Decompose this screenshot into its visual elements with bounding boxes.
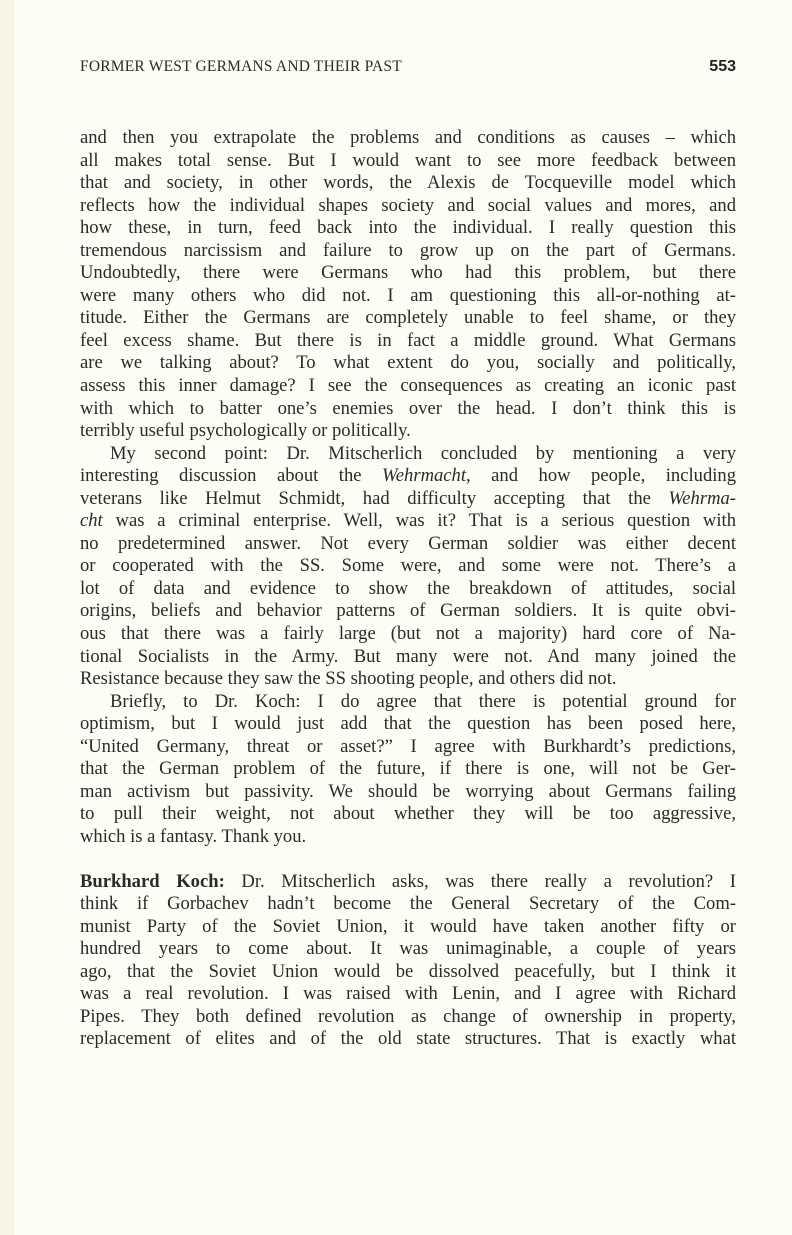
text-line: feel excess shame. But there is in fact a middle ground. What Germans — [80, 329, 736, 351]
italic-term: Wehrmacht — [382, 465, 467, 487]
text-line: terribly useful psychologically or politically. — [80, 420, 411, 442]
text-line: Pipes. They both defined revolution as change of ownership in property, — [80, 1005, 736, 1027]
text-line: lot of data and evidence to show the breakdown of attitudes, social — [80, 577, 736, 599]
text-line: which is a fantasy. Thank you. — [80, 825, 307, 847]
text-line: man activism but passivity. We should be worrying about Germans failing — [80, 780, 736, 802]
text-line: are we talking about? To what extent do you, socially and politically, — [80, 352, 736, 374]
text-line: replacement of elites and of the old state structures. That is exactly what — [80, 1028, 736, 1050]
paragraph-3 — [80, 691, 736, 849]
text-line: origins, beliefs and behavior patterns of German soldiers. It is quite obvi- — [80, 600, 736, 622]
text-line: reflects how the individual shapes society and social values and mores, and — [80, 194, 736, 216]
text-line: no predetermined answer. Not every German soldier was either decent — [80, 532, 736, 554]
text-line: titude. Either the Germans are completely unable to feel shame, or they — [80, 307, 736, 329]
text-line: cht was a criminal enterprise. Well, was it? That is a serious question with — [80, 510, 736, 532]
paragraph-1 — [80, 127, 736, 443]
text-line: Briefly, to Dr. Koch: I do agree that there is potential ground for — [110, 690, 736, 712]
text-line: and then you extrapolate the problems and conditions as causes – which — [80, 127, 736, 148]
text-line: that and society, in other words, the Alexis de Tocqueville model which — [80, 172, 736, 194]
text-line: tional Socialists in the Army. But many were not. And many joined the — [80, 645, 736, 667]
text-line: Undoubtedly, there were Germans who had this problem, but there — [80, 262, 736, 284]
paragraph-2 — [80, 443, 736, 691]
text-line: “United Germany, threat or asset?” I agree with Burkhardt’s predictions, — [80, 735, 736, 757]
text-line: think if Gorbachev hadn’t become the General Secretary of the Com- — [80, 893, 736, 915]
text-line: with which to batter one’s enemies over the head. I don’t think this is — [80, 397, 736, 419]
text-line: interesting discussion about the Wehrmacht, and how people, including — [80, 465, 737, 487]
text-line: or cooperated with the SS. Some were, and some were not. There’s a — [80, 555, 736, 577]
text-line: ous that there was a fairly large (but not a majority) hard core of Na- — [80, 623, 736, 645]
text-line: that the German problem of the future, if there is one, will not be Ger- — [80, 758, 736, 780]
italic-term: Wehrma- — [668, 487, 736, 509]
text-line: Burkhard Koch: Dr. Mitscherlich asks, was there really a revolution? I — [80, 870, 736, 892]
text-line: My second point: Dr. Mitscherlich concluded by mentioning a very — [110, 442, 736, 464]
running-head — [80, 58, 736, 80]
body-text — [80, 127, 736, 1051]
text-line: tremendous narcissism and failure to grow up on the part of Germans. — [80, 239, 736, 261]
text-line: were many others who did not. I am questioning this all-or-nothing at- — [80, 284, 736, 306]
text-line: to pull their weight, not about whether they will be too aggressive, — [80, 803, 736, 825]
page-edge-shadow — [0, 0, 14, 1235]
text-line: how these, in turn, feed back into the individual. I really question this — [80, 217, 736, 239]
text-line: all makes total sense. But I would want to see more feedback between — [80, 149, 736, 171]
text-line: optimism, but I would just add that the question has been posed here, — [80, 713, 736, 735]
running-title: FORMER WEST GERMANS AND THEIR PAST — [80, 58, 402, 75]
text-line: Resistance because they saw the SS shooting people, and others did not. — [80, 668, 617, 690]
text-line: hundred years to come about. It was unimaginable, a couple of years — [80, 938, 736, 960]
page-number: 553 — [709, 58, 736, 75]
text-line: assess this inner damage? I see the consequences as creating an iconic past — [80, 375, 736, 397]
text-line: was a real revolution. I was raised with Lenin, and I agree with Richard — [80, 983, 736, 1005]
italic-term: cht — [80, 510, 103, 532]
paragraph-4 — [80, 871, 736, 1051]
speaker-name: Burkhard Koch: — [80, 870, 225, 892]
text-line: munist Party of the Soviet Union, it would have taken another fifty or — [80, 915, 736, 937]
text-line: veterans like Helmut Schmidt, had difficulty accepting that the Wehrma- — [80, 487, 736, 509]
text-line: ago, that the Soviet Union would be dissolved peacefully, but I think it — [80, 960, 736, 982]
